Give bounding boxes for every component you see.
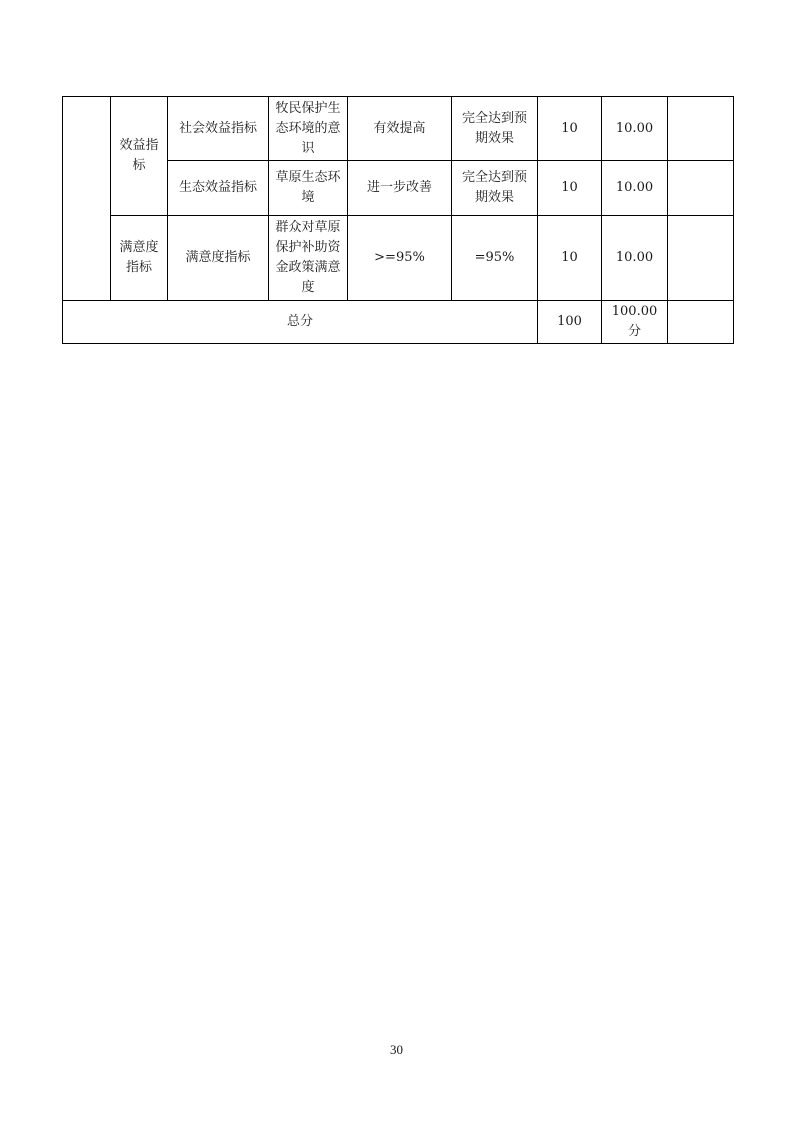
performance-table <box>62 96 734 344</box>
indicator-cell: 草原生态环境 <box>269 161 348 216</box>
total-label-cell: 总分 <box>63 301 538 344</box>
total-score-cell: 100.00分 <box>602 301 668 344</box>
weight-cell: 10 <box>538 97 602 161</box>
secondary-category-cell: 满意度指标 <box>111 216 168 301</box>
actual-value-cell: 完全达到预期效果 <box>452 97 538 161</box>
target-value-cell: 有效提高 <box>348 97 452 161</box>
note-cell <box>668 97 734 161</box>
tertiary-category-cell: 满意度指标 <box>168 216 269 301</box>
table-row <box>63 97 734 161</box>
weight-cell: 10 <box>538 161 602 216</box>
target-value-cell: 进一步改善 <box>348 161 452 216</box>
tertiary-category-cell: 生态效益指标 <box>168 161 269 216</box>
score-cell: 10.00 <box>602 216 668 301</box>
score-cell: 10.00 <box>602 97 668 161</box>
score-cell: 10.00 <box>602 161 668 216</box>
indicator-cell: 牧民保护生态环境的意识 <box>269 97 348 161</box>
note-cell <box>668 216 734 301</box>
primary-category-cell <box>63 97 111 301</box>
total-row <box>63 301 734 344</box>
total-note-cell <box>668 301 734 344</box>
actual-value-cell: =95% <box>452 216 538 301</box>
page-number: 30 <box>390 1042 403 1057</box>
actual-value-cell: 完全达到预期效果 <box>452 161 538 216</box>
tertiary-category-cell: 社会效益指标 <box>168 97 269 161</box>
weight-cell: 10 <box>538 216 602 301</box>
note-cell <box>668 161 734 216</box>
secondary-category-cell: 效益指标 <box>111 97 168 216</box>
total-weight-cell: 100 <box>538 301 602 344</box>
table-row <box>63 216 734 301</box>
indicator-cell: 群众对草原保护补助资金政策满意度 <box>269 216 348 301</box>
target-value-cell: >=95% <box>348 216 452 301</box>
